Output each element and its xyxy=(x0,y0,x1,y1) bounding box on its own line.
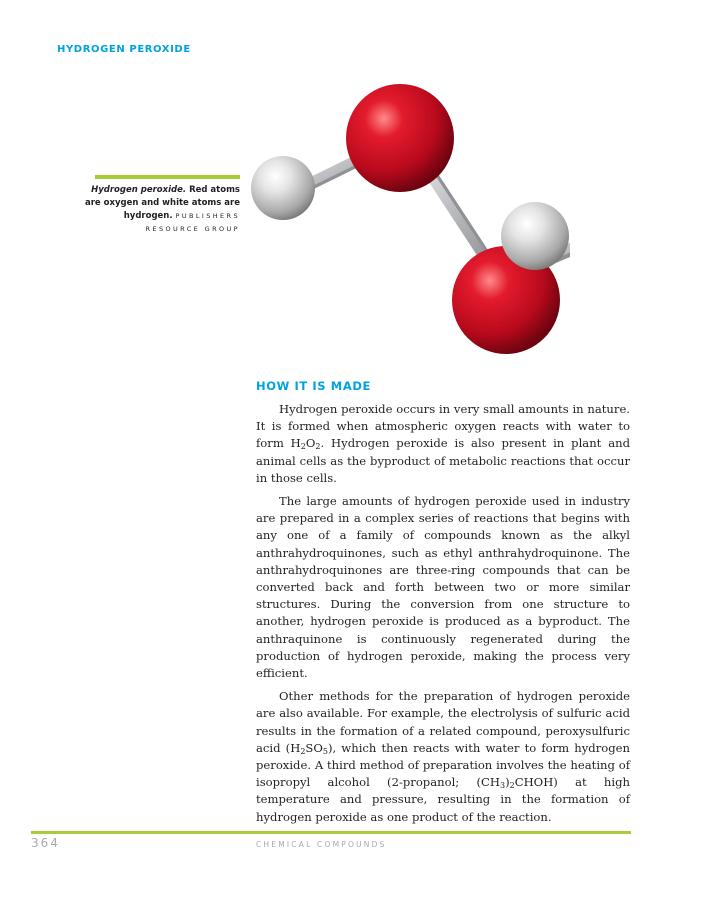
caption-rule xyxy=(95,175,240,179)
book-title: CHEMICAL COMPOUNDS xyxy=(256,840,387,849)
section-heading: HOW IT IS MADE xyxy=(256,379,371,393)
page-number: 364 xyxy=(31,836,60,850)
paragraph-3: Other methods for the preparation of hydrogen peroxide are also available. For example, the electrolysis of sulfuric acid results in the formation of a related compound, peroxysulfuric acid $(H_2SO_5)$, which then reacts with water to form hydrogen peroxide. A third method of preparation involves the heating of isopropyl alcohol (2-propanol; $(CH_3)_2CHOH$) at high temperature and pressure, resulting in the formation of hydrogen peroxide as one product of the reaction. xyxy=(256,689,630,824)
paragraph-1: Hydrogen peroxide occurs in very small amounts in nature. It is formed when atmospheric oxygen reacts with water to form $H_2O_2$. Hydrogen peroxide is also present in plant and animal cells as the byproduct of metabolic reactions that occur in those cells. xyxy=(256,402,630,485)
caption-title: Hydrogen peroxide. xyxy=(91,185,187,195)
paragraph-2: The large amounts of hydrogen peroxide used in industry are prepared in a complex series of reactions that begins with any one of a family of compounds known as the alkyl anthrahydroquinones, such as ethyl anthrahydroquinone. The anthrahydroquinones are three-ring compounds that can be converted back and forth between two or more similar structures. During the conversion from one structure to another, hydrogen peroxide is produced as a byproduct. The anthraquinone is continuously regenerated during the production of hydrogen peroxide, making the process very efficient. xyxy=(256,494,630,681)
running-head: HYDROGEN PEROXIDE xyxy=(57,44,191,55)
hydrogen-peroxide-molecule-icon xyxy=(240,82,570,372)
hydrogen-atom-left xyxy=(251,156,315,220)
body-text xyxy=(256,401,630,832)
hydrogen-atom-right xyxy=(501,202,569,270)
oxygen-atom-top xyxy=(346,84,454,192)
photo-credit: PUBLISHERS RESOURCE GROUP xyxy=(145,212,240,233)
figure-caption xyxy=(80,184,240,236)
caption-text: Red atoms are oxygen and white atoms are hydrogen. xyxy=(84,185,240,221)
footer-rule xyxy=(31,831,631,834)
